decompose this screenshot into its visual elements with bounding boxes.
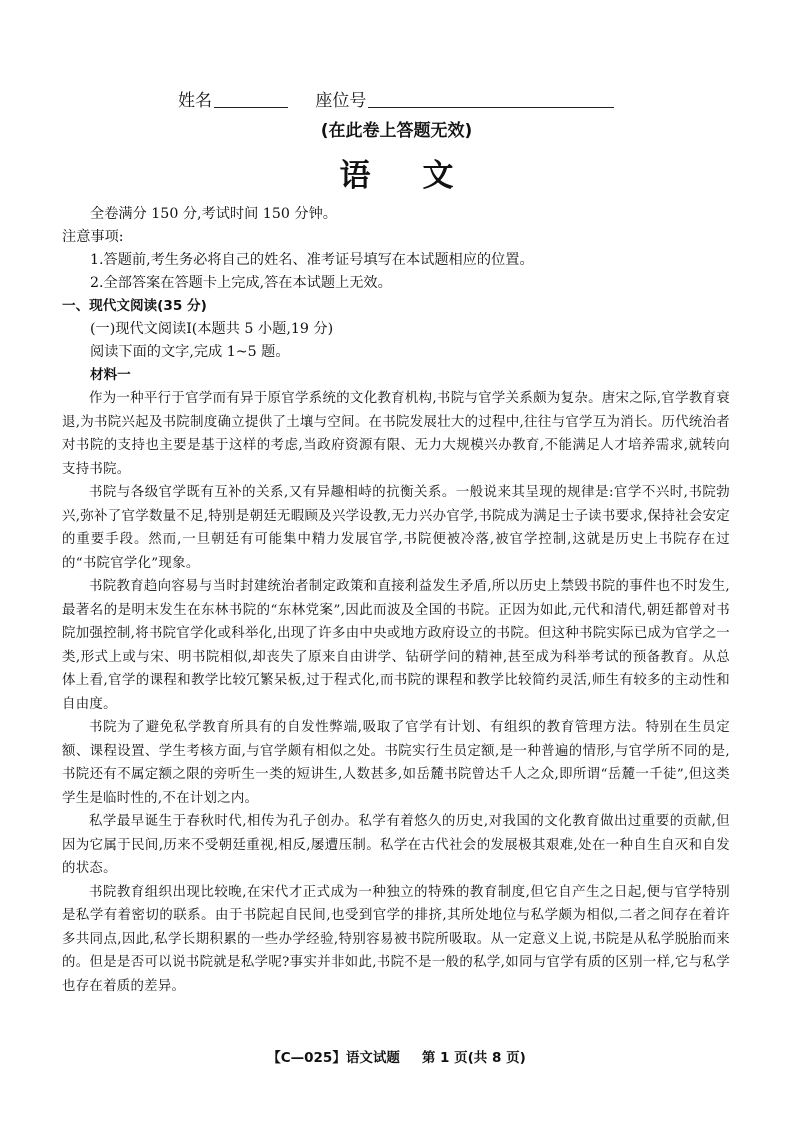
material-label: 材料一 <box>90 367 131 383</box>
seat-blank <box>368 93 614 108</box>
seat-label: 座位号 <box>315 91 367 111</box>
paragraph-3: 书院教育趋向容易与当时封建统治者制定政策和直接利益发生矛盾,所以历史上禁毁书院的事件也不时发生,最著名的是明末发生在东林书院的“东林党案”,因此而波及全国的书院。正因为如此,元代和清代,朝廷都曾对书院加强控制,将书院官学化或科举化,出现了许多由中央或地方政府设立的书院。但这种书院实际已成为官学之一类,形式上或与宋、明书院相似,却丧失了原来自由讲学、钻研学问的精神,甚至成为科举考试的预备教育。从总体上看,官学的课程和教学比较冗繁呆板,过于程式化,而书院的课程和教学比较简约灵活,师生有较多的主动性和自由度。 <box>62 579 730 712</box>
paragraph-5: 私学最早诞生于春秋时代,相传为孔子创办。私学有着悠久的历史,对我国的文化教育做出过重要的贡献,但因为它属于民间,历来不受朝廷重视,相反,屡遭压制。私学在古代社会的发展极其艰难,处在一种自生自灭和自发的状态。 <box>62 814 730 876</box>
score-line: 全卷满分 150 分,考试时间 150 分钟。 <box>90 206 337 222</box>
note-2: 2.全部答案在答题卡上完成,答在本试题上无效。 <box>90 275 392 291</box>
paragraph-6: 书院教育组织出现比较晚,在宋代才正式成为一种独立的特殊的教育制度,但它自产生之日起,便与官学特别是私学有着密切的联系。由于书院起自民间,也受到官学的排挤,其所处地位与私学颇为相似,二者之间存在着许多共同点,因此,私学长期积累的一些办学经验,特别容易被书院所吸取。从一定意义上说,书院是从私学脱胎而来的。但是是否可以说书院就是私学呢?事实并非如此,书院不是一般的私学,如同与官学有质的区别一样,它与私学也存在着质的差异。 <box>62 884 730 994</box>
exam-code: 【C—025】语文试题 <box>267 1050 400 1066</box>
invalid-notice: (在此卷上答题无效) <box>320 121 473 141</box>
paragraph-1: 作为一种平行于官学而有异于原官学系统的文化教育机构,书院与官学关系颇为复杂。唐宋之际,官学教育衰退,为书院兴起及书院制度确立提供了土壤与空间。在书院发展壮大的过程中,往往与官学互为消长。历代统治者对书院的支持也主要是基于这样的考虑,当政府资源有限、无力大规模兴办教育,不能满足人才培养需求,就转向支持书院。 <box>62 391 730 477</box>
paragraph-4: 书院为了避免私学教育所具有的自发性弊端,吸取了官学有计划、有组织的教育管理方法。特别在生员定额、课程设置、学生考核方面,与官学颇有相似之处。书院实行生员定额,是一种普遍的情形,与官学所不同的是,书院还有不属定额之限的旁听生一类的短讲生,人数甚多,如岳麓书院曾达千人之众,即所谓“岳麓一千徒”,但这类学生是临时性的,不在计划之内。 <box>62 720 730 806</box>
page-footer <box>0 1046 793 1066</box>
section-title: 一、现代文阅读(35 分) <box>62 298 207 314</box>
subject-title: 语文 <box>339 158 506 194</box>
note-1: 1.答题前,考生务必将自己的姓名、准考证号填写在本试题相应的位置。 <box>90 252 534 268</box>
name-blank <box>214 93 288 108</box>
paragraph-2: 书院与各级官学既有互补的关系,又有异趣相峙的抗衡关系。一般说来其呈现的规律是:官学不兴时,书院勃兴,弥补了官学数量不足,特别是朝廷无暇顾及兴学设教,无力兴办官学,书院成为满足士子读书要求,保持社会安定的重要手段。然而,一旦朝廷有可能集中精力发展官学,书院便被冷落,被官学控制,这就是历史上书院存在过的“书院官学化”现象。 <box>62 485 730 571</box>
notes-title: 注意事项: <box>62 229 124 245</box>
subsection-title: (一)现代文阅读Ⅰ(本题共 5 小题,19 分) <box>90 321 334 337</box>
name-label: 姓名 <box>178 91 212 111</box>
reading-direction: 阅读下面的文字,完成 1~5 题。 <box>90 344 290 360</box>
page-number: 第 1 页(共 8 页) <box>421 1050 526 1066</box>
candidate-info-row <box>178 86 614 111</box>
exam-content <box>62 203 730 998</box>
material-text <box>62 387 730 998</box>
